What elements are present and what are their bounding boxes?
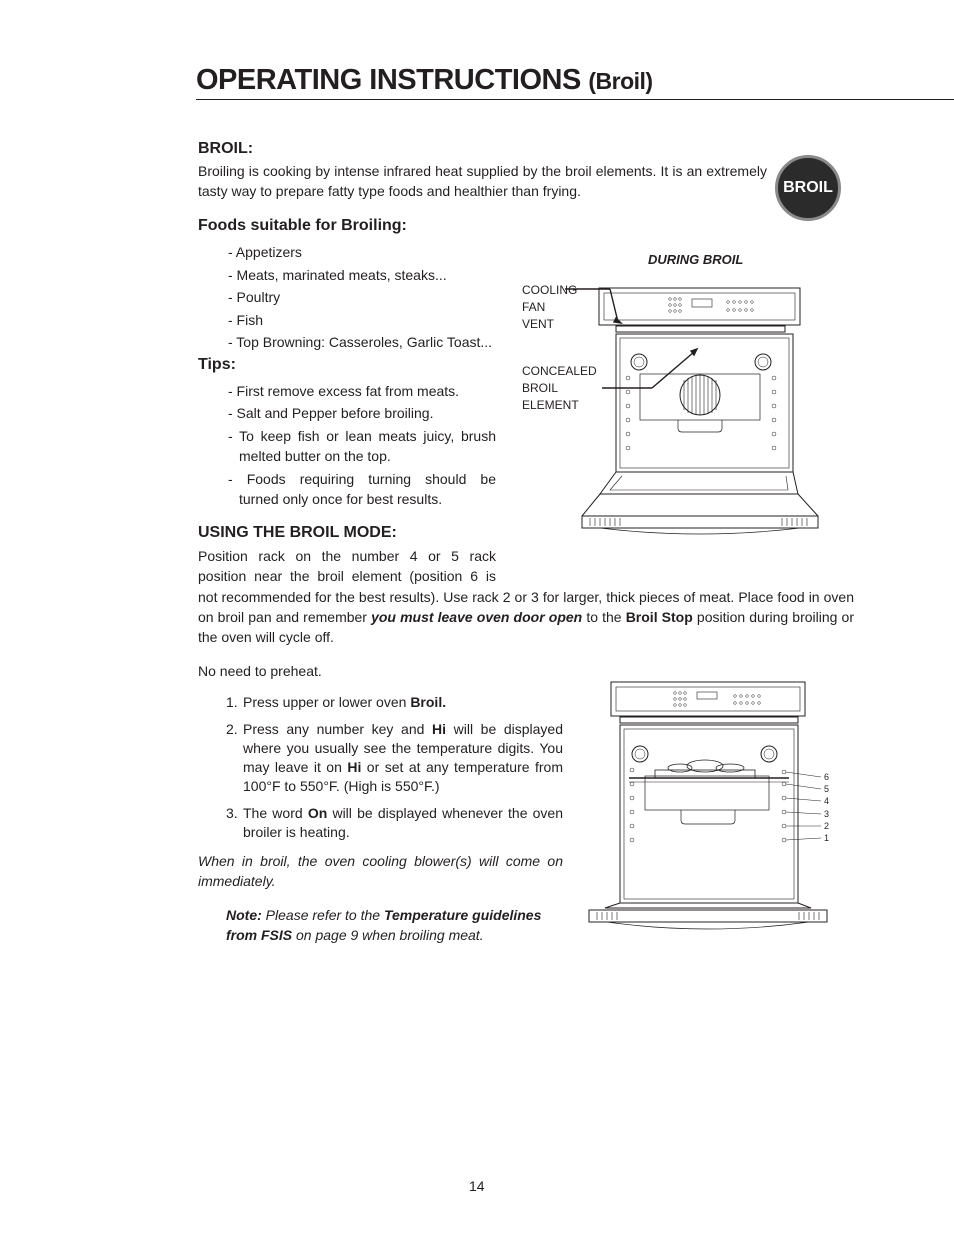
rack-position-label: 1 (824, 833, 830, 843)
using-text: position during broiling or the oven will cycle off. (198, 609, 854, 645)
step-item (226, 804, 564, 842)
using-broil-paragraph (198, 587, 854, 647)
callout-line: FAN (522, 300, 546, 314)
blower-note: When in broil, the oven cooling blower(s) will come on immediately. (198, 853, 563, 889)
tips-item (228, 469, 496, 509)
foods-list-item: - Fish (228, 311, 263, 328)
broil-intro-text: Broiling is cooking by intense infrared heat supplied by the broil elements. It is an extremely tasty way to prepare fatty type foods and healthier than frying. (198, 163, 767, 199)
callout-line: VENT (522, 317, 555, 331)
step-item (226, 720, 563, 796)
step-text: Press upper or lower oven (243, 694, 411, 710)
title-divider (196, 99, 954, 100)
step-text: will be displayed whenever the oven broiler is heating. (243, 805, 564, 840)
using-line: position near the broil element (position 6 is (198, 568, 496, 584)
tips-heading: Tips: (198, 356, 236, 373)
note-strong: Temperature guidelines from FSIS (226, 907, 542, 943)
step-number: 3. (226, 805, 238, 821)
tips-item-line: turned only once for best results. (239, 491, 443, 507)
using-text: not recommended for the best results). Use rack 2 or 3 for larger, thick pieces of meat. Place food in oven on broil pan and remember (198, 589, 854, 625)
page-title-main: OPERATING INSTRUCTIONS (196, 64, 581, 96)
tips-item: - First remove excess fat from meats. (228, 383, 460, 399)
note-label: Note: (226, 907, 262, 923)
callout-line: CONCEALED (522, 364, 597, 378)
step-strong: On (307, 805, 328, 821)
note-text: Please refer to the (265, 907, 384, 923)
step-number: 1. (226, 694, 238, 710)
page-title (196, 64, 653, 97)
foods-list-item: - Appetizers (228, 244, 302, 260)
broil-mode-badge (775, 155, 841, 221)
rack-position-label: 3 (824, 809, 830, 819)
tips-item-line: - Foods requiring turning should be (228, 471, 496, 487)
callout-line: ELEMENT (522, 398, 579, 412)
page-title-sub: (Broil) (588, 68, 653, 94)
step-strong: Broil. (410, 694, 447, 710)
step-item (226, 693, 563, 712)
tips-item-line: melted butter on the top. (239, 448, 391, 464)
door-open-emphasis: you must leave oven door open (371, 609, 583, 625)
foods-list (228, 241, 518, 354)
note-text: on page 9 when broiling meat. (292, 927, 484, 943)
using-text: to the (582, 609, 626, 625)
step-text: Press any number key and (243, 721, 433, 737)
tips-item (228, 426, 496, 466)
using-line: Position rack on the number 4 or 5 rack (198, 548, 496, 564)
step-text: will be displayed where you usually see the temperature digits. You may leave it on (243, 721, 563, 775)
using-broil-intro (198, 546, 496, 586)
page-number: 14 (469, 1178, 485, 1194)
broil-heading: BROIL: (198, 140, 254, 157)
step-strong: Hi (347, 759, 362, 775)
preheat-note: No need to preheat. (198, 663, 322, 679)
callout-line: BROIL (522, 381, 559, 395)
rack-position-label: 5 (824, 784, 830, 794)
step-strong: Hi (432, 721, 447, 737)
step-number: 2. (226, 721, 238, 737)
oven-broil-diagram (560, 282, 830, 552)
broil-badge-label: BROIL (783, 179, 833, 196)
foods-heading: Foods suitable for Broiling: (198, 217, 407, 234)
tips-item-line: - To keep fish or lean meats juicy, brush (228, 428, 496, 444)
broil-stop-label: Broil Stop (625, 609, 693, 625)
foods-list-item: - Top Browning: Casseroles, Garlic Toast... (228, 334, 493, 350)
oven-rack-diagram (585, 680, 835, 940)
rack-position-label: 4 (824, 796, 830, 806)
rack-position-label: 2 (824, 821, 830, 831)
callout-line: COOLING (522, 283, 578, 297)
foods-list-item: - Poultry (228, 289, 281, 305)
rack-position-label: 6 (824, 772, 830, 782)
step-text: or set at any temperature from 100°F to 550°F. (High is 550°F.) (243, 759, 563, 794)
fsis-note (226, 905, 563, 945)
foods-list-item: - Meats, marinated meats, steaks... (228, 266, 447, 283)
diagram-caption: DURING BROIL (648, 252, 744, 267)
tips-item: - Salt and Pepper before broiling. (228, 405, 434, 421)
step-text: The word (243, 805, 308, 821)
using-broil-heading: USING THE BROIL MODE: (198, 524, 397, 541)
